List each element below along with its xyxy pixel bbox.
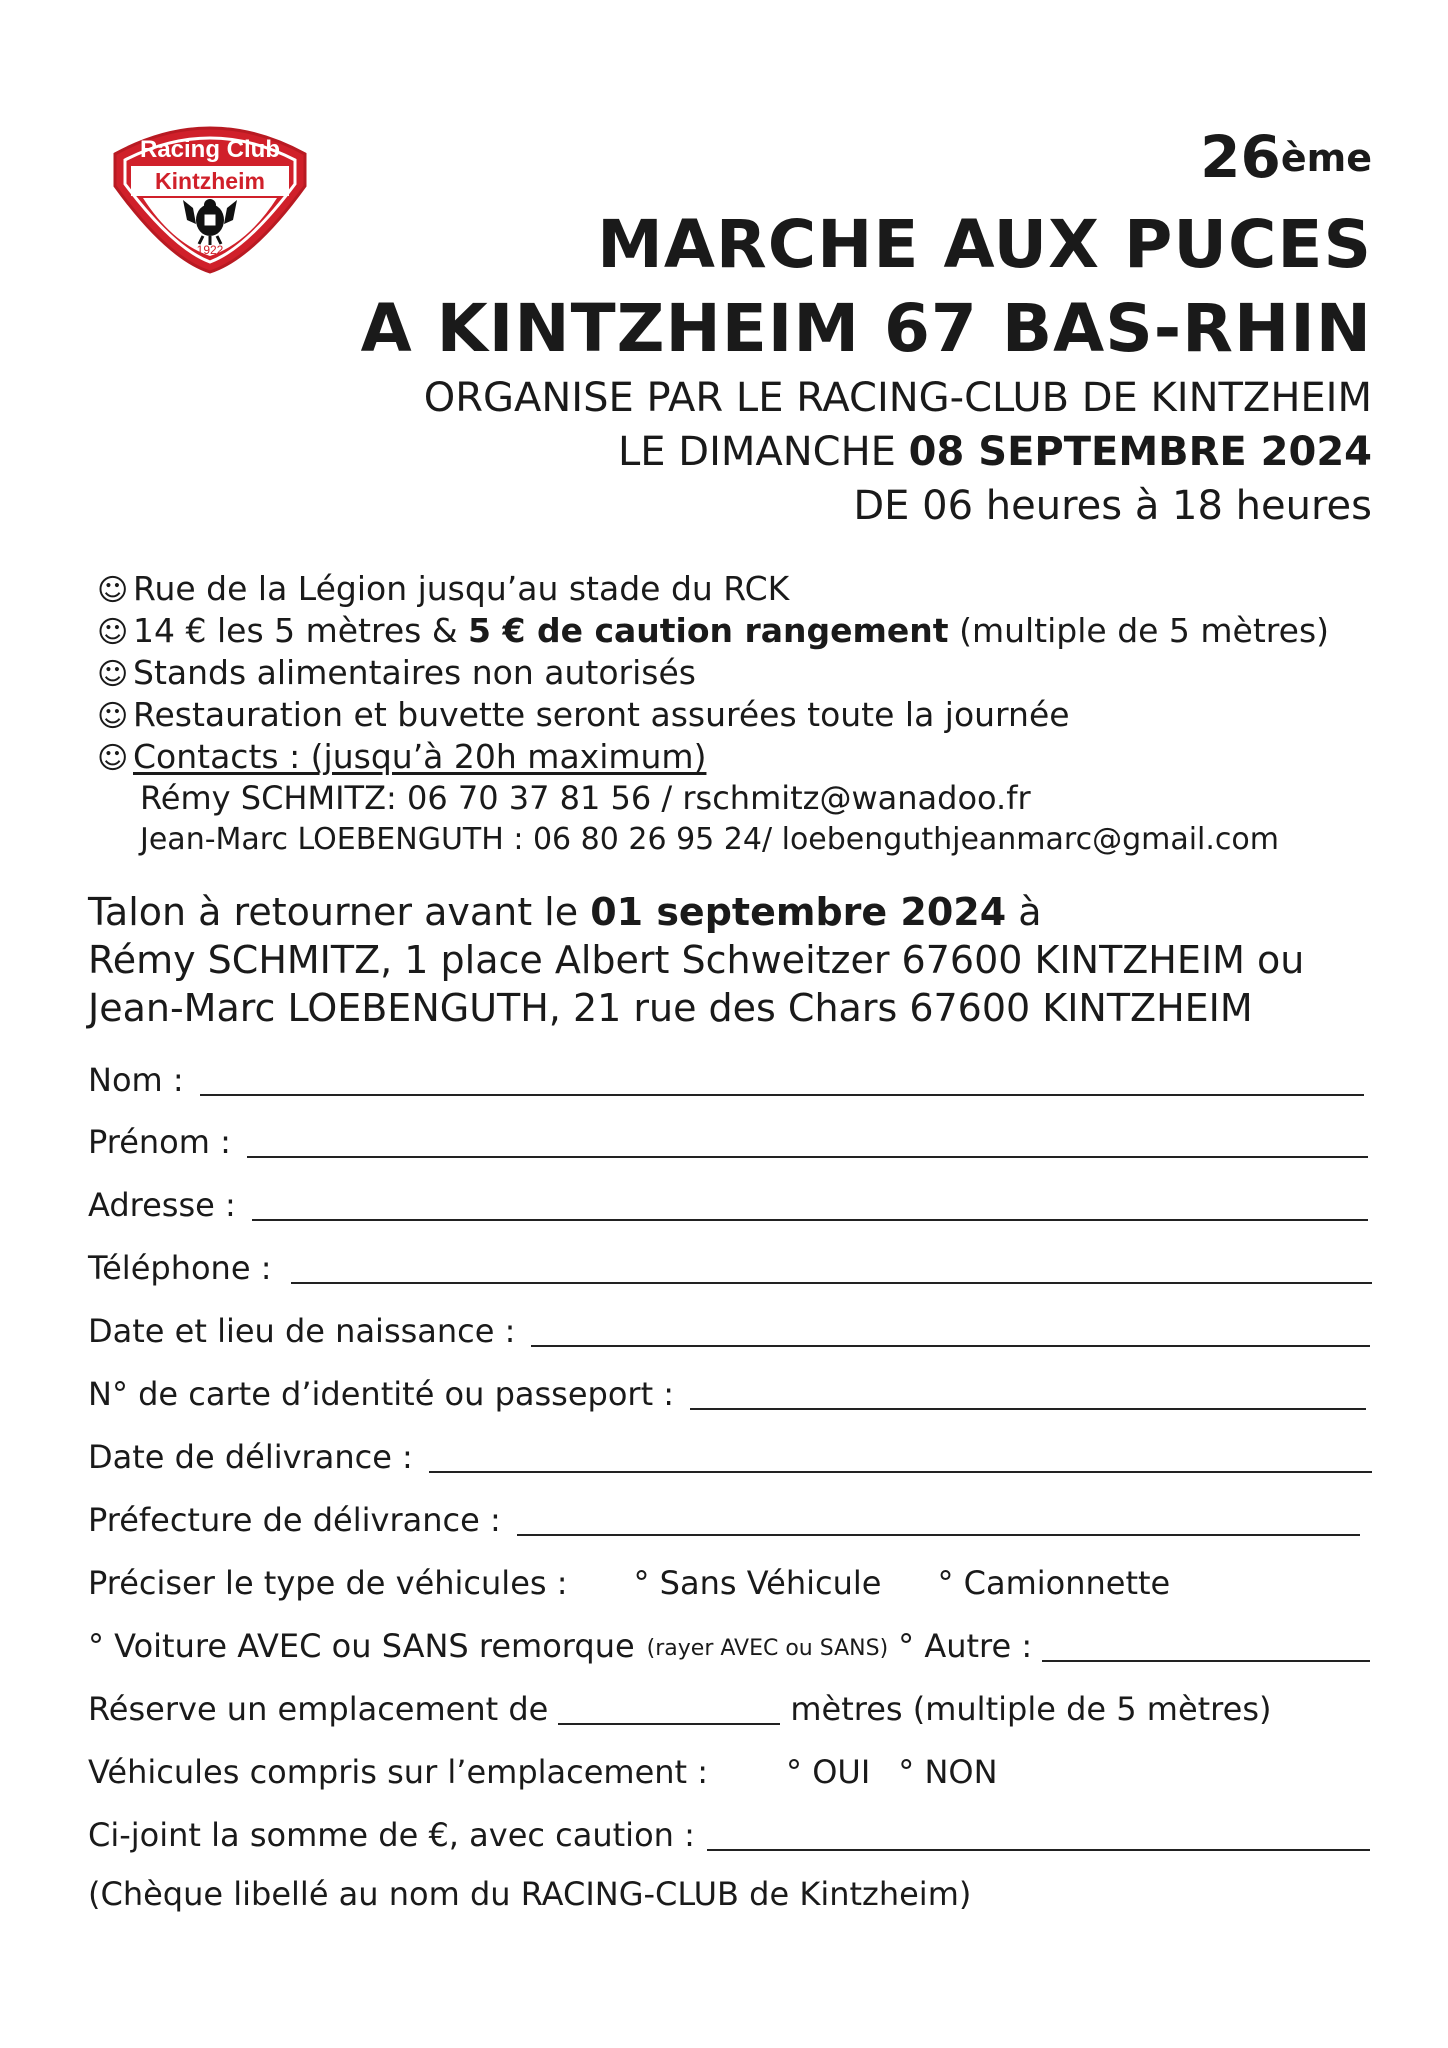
option-sans-vehicule[interactable]: ° Sans Véhicule xyxy=(633,1564,882,1602)
prenom-label: Prénom : xyxy=(88,1123,231,1161)
smiley-icon: ☺ xyxy=(97,741,129,776)
racing-club-logo xyxy=(103,108,317,278)
carte-label: N° de carte d’identité ou passeport : xyxy=(88,1375,675,1413)
info-bullet: ☺ 14 € les 5 mètres & 5 € de caution rangement (multiple de 5 mètres) xyxy=(97,611,1330,650)
edition-number: 26ème xyxy=(1200,123,1372,191)
smiley-icon: ☺ xyxy=(97,657,129,692)
prenom-input-line[interactable] xyxy=(247,1128,1368,1158)
option-non[interactable]: ° NON xyxy=(898,1753,998,1791)
info-bullet: ☺ Restauration et buvette seront assurées toute la journée xyxy=(97,695,1070,734)
option-autre[interactable]: ° Autre : xyxy=(898,1627,1033,1665)
smiley-icon: ☺ xyxy=(97,699,129,734)
vehicle-type-row-2 xyxy=(88,1622,1372,1665)
adresse-label: Adresse : xyxy=(88,1186,236,1224)
info-bullet-contacts: ☺ Contacts : (jusqu’à 20h maximum) xyxy=(97,737,707,776)
edition-suffix: ème xyxy=(1280,136,1372,180)
info-bullet: ☺ Stands alimentaires non autorisés xyxy=(97,653,696,692)
return-address-line: Rémy SCHMITZ, 1 place Albert Schweitzer 67600 KINTZHEIM ou xyxy=(88,938,1305,982)
event-date: LE DIMANCHE 08 SEPTEMBRE 2024 xyxy=(618,429,1372,475)
somme-field xyxy=(88,1811,1372,1854)
return-deadline: Talon à retourner avant le 01 septembre 2024 à xyxy=(88,890,1042,934)
prefecture-input-line[interactable] xyxy=(517,1506,1360,1536)
autre-input-line[interactable] xyxy=(1042,1632,1370,1662)
vehicules-compris-row xyxy=(88,1748,1372,1791)
carte-field xyxy=(88,1370,1372,1413)
reserve-unit: mètres (multiple de 5 mètres) xyxy=(790,1690,1272,1728)
option-oui[interactable]: ° OUI xyxy=(786,1753,871,1791)
page-title-line2: A KINTZHEIM 67 BAS-RHIN xyxy=(360,290,1372,367)
somme-input-line[interactable] xyxy=(707,1821,1370,1851)
option-voiture[interactable]: ° Voiture AVEC ou SANS remorque xyxy=(88,1627,635,1665)
reserve-row xyxy=(88,1685,1372,1728)
vehicle-type-row xyxy=(88,1559,1372,1602)
somme-label: Ci-joint la somme de €, avec caution : xyxy=(88,1816,695,1854)
telephone-field xyxy=(88,1244,1372,1287)
event-date-bold: 08 SEPTEMBRE 2024 xyxy=(908,429,1372,475)
reserve-meters-input-line[interactable] xyxy=(558,1695,780,1725)
vehicle-type-label: Préciser le type de véhicules : xyxy=(88,1564,568,1602)
prefecture-field xyxy=(88,1496,1372,1539)
contact-line: Jean-Marc LOEBENGUTH : 06 80 26 95 24/ loebenguthjeanmarc@gmail.com xyxy=(140,822,1280,857)
contact-line: Rémy SCHMITZ: 06 70 37 81 56 / rschmitz@wanadoo.fr xyxy=(140,779,1031,817)
nom-label: Nom : xyxy=(88,1061,184,1099)
option-camionnette[interactable]: ° Camionnette xyxy=(937,1564,1171,1602)
logo-year: 1922 xyxy=(196,243,224,257)
voiture-note: (rayer AVEC ou SANS) xyxy=(646,1636,889,1661)
delivrance-label: Date de délivrance : xyxy=(88,1438,413,1476)
telephone-input-line[interactable] xyxy=(291,1254,1372,1284)
organizer-line: ORGANISE PAR LE RACING-CLUB DE KINTZHEIM xyxy=(423,375,1372,421)
delivrance-input-line[interactable] xyxy=(429,1443,1372,1473)
prenom-field xyxy=(88,1118,1372,1161)
adresse-field xyxy=(88,1181,1372,1224)
info-bullet: ☺ Rue de la Légion jusqu’au stade du RCK xyxy=(97,569,790,608)
adresse-input-line[interactable] xyxy=(252,1191,1368,1221)
naissance-field xyxy=(88,1307,1372,1350)
event-hours: DE 06 heures à 18 heures xyxy=(853,483,1372,529)
telephone-label: Téléphone : xyxy=(88,1249,272,1287)
page-title-line1: MARCHE AUX PUCES xyxy=(597,206,1372,283)
naissance-label: Date et lieu de naissance : xyxy=(88,1312,516,1350)
carte-input-line[interactable] xyxy=(690,1380,1366,1410)
logo-bottom-text: Kintzheim xyxy=(155,168,265,194)
return-address-line: Jean-Marc LOEBENGUTH, 21 rue des Chars 67600 KINTZHEIM xyxy=(88,986,1253,1030)
naissance-input-line[interactable] xyxy=(531,1317,1370,1347)
nom-input-line[interactable] xyxy=(200,1066,1364,1096)
smiley-icon: ☺ xyxy=(97,573,129,608)
vehicules-compris-label: Véhicules compris sur l’emplacement : xyxy=(88,1753,709,1791)
delivrance-field xyxy=(88,1433,1372,1476)
cheque-note: (Chèque libellé au nom du RACING-CLUB de Kintzheim) xyxy=(88,1875,972,1913)
prefecture-label: Préfecture de délivrance : xyxy=(88,1501,501,1539)
nom-field xyxy=(88,1056,1372,1099)
logo-top-text: Racing Club xyxy=(139,136,281,163)
smiley-icon: ☺ xyxy=(97,615,129,650)
reserve-label: Réserve un emplacement de xyxy=(88,1690,549,1728)
